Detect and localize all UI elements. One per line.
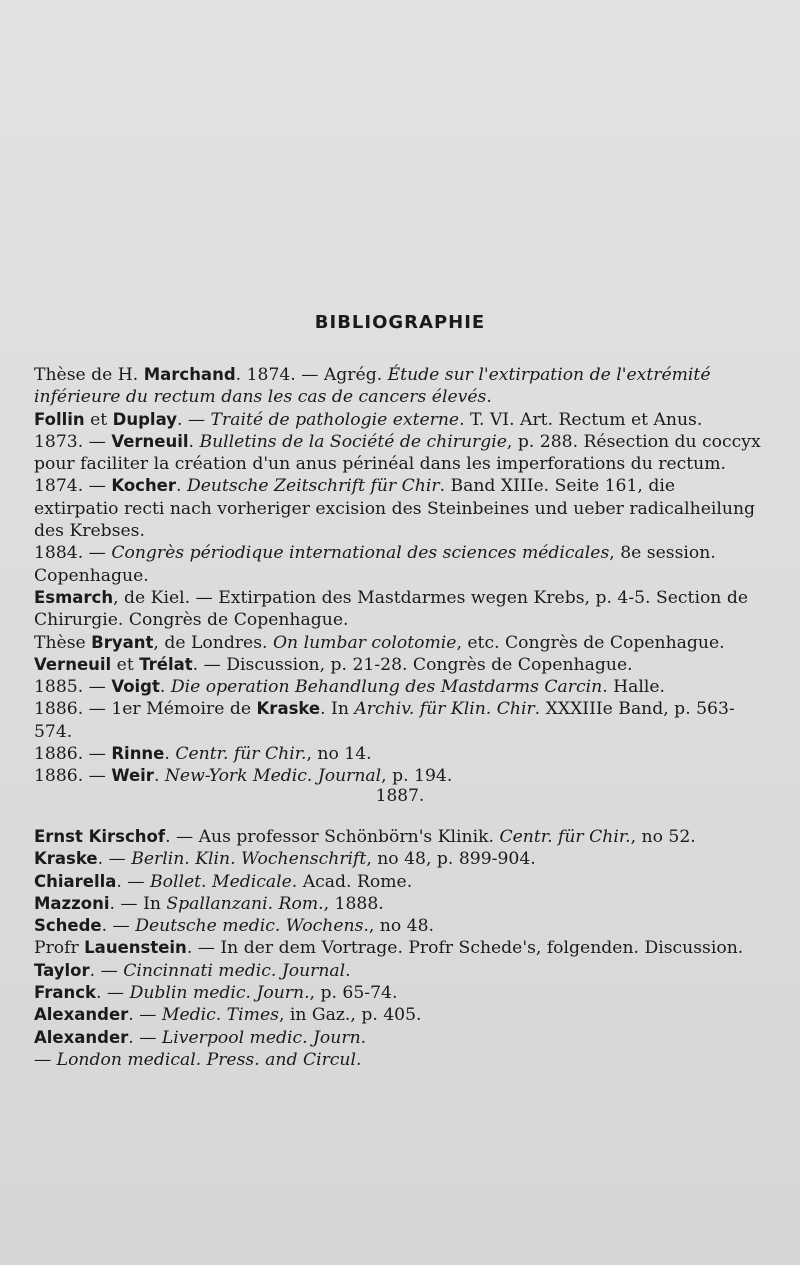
entry-details: , 8e session. Copenhague. (34, 543, 716, 586)
entry-details: . (486, 387, 492, 408)
publication-title: Traité de pathologie externe (210, 409, 460, 430)
entry-details: , 1888. (323, 893, 384, 914)
entry-prefix: 1874. — (34, 476, 112, 497)
entry-text: et (84, 409, 113, 430)
entry-details: . Halle. (602, 677, 665, 698)
author-name: Ernst Kirschof (34, 827, 166, 846)
author-name: Trélat (139, 654, 193, 674)
entry-details: , no 48. (368, 916, 435, 937)
entry-text: . (159, 677, 171, 698)
publication-title: Deutsche Zeitschrift für Chir (186, 476, 440, 497)
entry-prefix: 1886. — 1er Mémoire de (34, 699, 257, 720)
entry-text: . — (128, 1027, 162, 1048)
author-name: Bryant (91, 632, 154, 652)
bibliography-entry (34, 848, 764, 870)
entry-text: . 1874. — Agrég. (235, 365, 388, 385)
author-name: Rinne (111, 744, 165, 764)
entry-text: . — (96, 983, 130, 1004)
entry-text: . In (320, 699, 355, 720)
publication-title: London medical. Press. and Circul (56, 1049, 356, 1070)
publication-title: Spallanzani. Rom. (166, 893, 324, 914)
entry-text: . — (116, 871, 150, 892)
entry-text: . — (176, 409, 211, 430)
entry-text: . (164, 744, 176, 765)
bibliography-entry (34, 431, 764, 476)
bibliography-section-1887 (34, 826, 764, 1071)
entry-prefix: 1886. — (34, 766, 112, 787)
entry-text: . (176, 476, 187, 497)
entry-prefix: Thèse (34, 632, 92, 653)
entry-details: . (356, 1049, 362, 1070)
entry-details: . T. VI. Art. Rectum et Anus. (459, 409, 703, 430)
entry-text: . — (89, 960, 124, 981)
entry-text: . — Aus professor Schönbörn's Klinik. (165, 827, 500, 847)
publication-title: Cincinnati medic. Journal (123, 960, 346, 981)
entry-details: , no 14. (306, 744, 372, 765)
entry-prefix: 1886. — (34, 744, 112, 765)
entry-details: , no 52. (630, 827, 696, 847)
author-name: Mazzoni (34, 893, 110, 913)
entry-prefix: Profr (34, 938, 85, 959)
bibliography-entry (34, 676, 764, 698)
author-name: Taylor (34, 960, 90, 980)
bibliography-entry (34, 587, 764, 632)
bibliography-entry (34, 654, 764, 676)
author-name: Marchand (143, 365, 236, 384)
bibliography-entry (34, 765, 764, 787)
entry-text: . (153, 766, 165, 787)
entry-details: . Band XIIIe. Seite 161, die extirpatio recti nach vorheriger excision des Steinbeines und ueber radicalheilung des Krebses. (34, 476, 756, 542)
author-name: Alexander (34, 1027, 129, 1047)
publication-title: Die operation Behandlung des Mastdarms Carcin (170, 677, 603, 698)
bibliography-entry (34, 893, 764, 915)
entry-text: , de Kiel. — Extirpation des Mastdarmes wegen Krebs, p. 4-5. Section de Chirurgie. Congrès de Copenhague. (34, 587, 749, 631)
entry-text: . — (101, 916, 136, 937)
entry-prefix: 1884. — (34, 543, 112, 564)
year-heading: 1887. (375, 786, 425, 806)
author-name: Kocher (111, 476, 177, 496)
bibliography-entry (34, 871, 764, 893)
publication-title: Berlin. Klin. Wochenschrift (131, 849, 367, 870)
entry-details: , p. 194. (381, 766, 453, 787)
bibliography-entry (34, 409, 764, 431)
publication-title: Congrès périodique international des sciences médicales (111, 543, 610, 564)
entry-details: , etc. Congrès de Copenhague. (456, 632, 725, 653)
publication-title: New-York Medic. Journal (164, 766, 382, 787)
entry-details: , p. 65-74. (309, 983, 398, 1004)
entry-text: . — In der dem Vortrage. Profr Schede's, folgenden. Discussion. (186, 938, 744, 959)
bibliography-entry (34, 1027, 764, 1049)
publication-title: Bollet. Medicale (150, 871, 292, 892)
entry-prefix: 1873. — (34, 431, 112, 452)
entry-details: . Acad. Rome. (291, 871, 413, 892)
publication-title: Bulletins de la Société de chirurgie (199, 431, 507, 452)
entry-details: . (360, 1027, 367, 1048)
bibliography-entry (34, 982, 764, 1004)
bibliography-entry (34, 364, 764, 409)
author-name: Kraske (34, 849, 98, 869)
entry-details: . XXXIIIe Band, p. 563-574. (34, 699, 735, 742)
bibliography-entry (34, 632, 764, 654)
entry-details: , no 48, p. 899-904. (366, 849, 536, 870)
entry-details: , p. 288. Résection du coccyx pour faciliter la création d'un anus périnéal dans les imperforations du rectum. (34, 431, 761, 475)
publication-title: On lumbar colotomie (272, 632, 457, 653)
publication-title: Centr. für Chir. (499, 827, 631, 847)
author-name: Franck (34, 983, 96, 1003)
publication-title: Archiv. für Klin. Chir (354, 699, 535, 720)
author-name: Weir (111, 766, 154, 786)
bibliography-entry (34, 475, 764, 542)
publication-title: Centr. für Chir. (175, 744, 307, 765)
author-name: Kraske (256, 699, 321, 719)
bibliography-entry (34, 960, 764, 982)
entry-text: , de Londres. (153, 632, 273, 653)
page-title: BIBLIOGRAPHIE (314, 312, 486, 333)
author-name: Verneuil (34, 654, 112, 674)
author-name: Voigt (111, 677, 160, 697)
entry-prefix: Thèse de H. (34, 365, 144, 385)
entry-prefix: 1885. — (34, 677, 112, 698)
author-name: Lauenstein (84, 938, 187, 958)
author-name: Esmarch (34, 587, 114, 607)
entry-text: et (111, 654, 140, 675)
author-name: Follin (34, 409, 85, 429)
bibliography-entry (34, 1049, 764, 1071)
entry-details: , in Gaz., p. 405. (278, 1005, 422, 1026)
publication-title: Dublin medic. Journ. (129, 983, 310, 1004)
bibliography-entry (34, 937, 764, 959)
publication-title: Medic. Times (161, 1005, 279, 1026)
entry-text: . (188, 431, 200, 452)
entry-prefix: — (34, 1049, 57, 1070)
author-name: Duplay (112, 409, 177, 429)
entry-details: . (345, 960, 351, 981)
entry-text: . — (128, 1005, 162, 1026)
publication-title: Liverpool medic. Journ (161, 1027, 361, 1048)
bibliography-entry (34, 915, 764, 937)
bibliography-entry (34, 698, 764, 743)
bibliography-entry (34, 542, 764, 587)
author-name: Schede (34, 916, 102, 936)
author-name: Chiarella (34, 871, 117, 891)
publication-title: Étude sur l'extirpation de l'extrémité inférieure du rectum dans les cas de cancers élevés (34, 365, 711, 408)
author-name: Verneuil (111, 431, 189, 451)
publication-title: Deutsche medic. Wochens. (135, 916, 369, 937)
entry-text: . — In (109, 893, 167, 914)
entry-text: . — Discussion, p. 21-28. Congrès de Copenhague. (192, 654, 633, 675)
bibliography-entry (34, 1004, 764, 1026)
entry-text: . — (97, 849, 132, 870)
bibliography-section-1874-1886 (34, 364, 764, 788)
bibliography-entry (34, 743, 764, 765)
author-name: Alexander (34, 1005, 129, 1025)
bibliography-entry (34, 826, 764, 848)
